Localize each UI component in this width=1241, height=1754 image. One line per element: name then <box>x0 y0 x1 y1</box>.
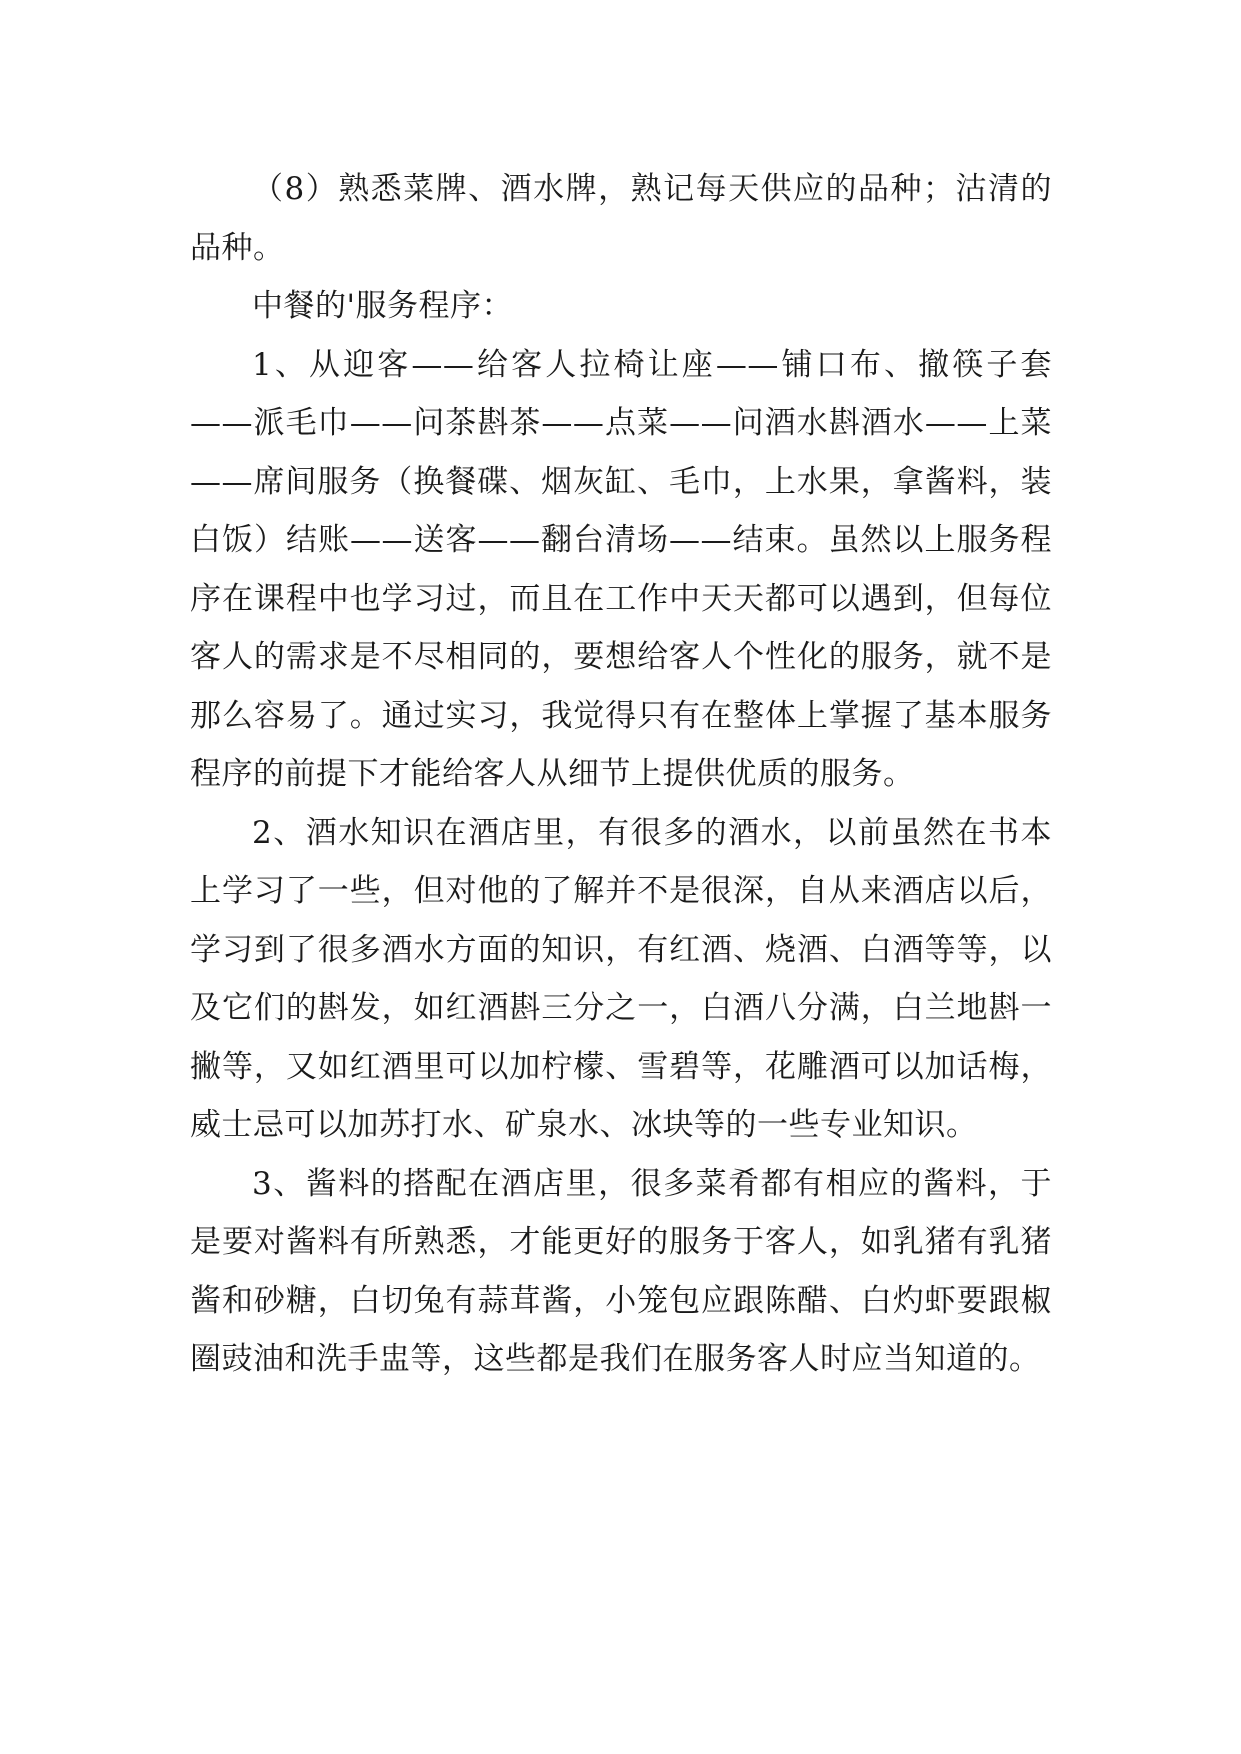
paragraph-service-heading: 中餐的'服务程序： <box>252 288 514 324</box>
paragraph-beverage-knowledge: 2、酒水知识在酒店里，有很多的酒水，以前虽然在书本上学习了一些，但对他的了解并不是很深，自从来酒店以后，学习到了很多酒水方面的知识，有红酒、烧酒、白酒等等，以及它们的斟发，如红酒斟三分之一，白酒八分满，白兰地斟一撇等，又如红酒里可以加柠檬、雪碧等，花雕酒可以加话梅，威士忌可以加苏打水、矿泉水、冰块等的一些专业知识。 <box>190 814 1052 1143</box>
paragraph-sauce-pairing: 3、酱料的搭配在酒店里，很多菜肴都有相应的酱料，于是要对酱料有所熟悉，才能更好的服务于客人，如乳猪有乳猪酱和砂糖，白切兔有蒜茸酱，小笼包应跟陈醋、白灼虾要跟椒圈豉油和洗手盅等，这些都是我们在服务客人时应当知道的。 <box>190 1165 1052 1377</box>
paragraph-menu-familiarity: （8）熟悉菜牌、酒水牌，熟记每天供应的品种；沽清的品种。 <box>190 171 1052 266</box>
document-body <box>190 160 1052 1389</box>
paragraph-service-procedure: 1、从迎客——给客人拉椅让座——铺口布、撤筷子套——派毛巾——问茶斟茶——点菜——问酒水斟酒水——上菜——席间服务（换餐碟、烟灰缸、毛巾，上水果，拿酱料，装白饭）结账——送客——翻台清场——结束。虽然以上服务程序在课程中也学习过，而且在工作中天天都可以遇到，但每位客人的需求是不尽相同的，要想给客人个性化的服务，就不是那么容易了。通过实习，我觉得只有在整体上掌握了基本服务程序的前提下才能给客人从细节上提供优质的服务。 <box>190 346 1052 792</box>
